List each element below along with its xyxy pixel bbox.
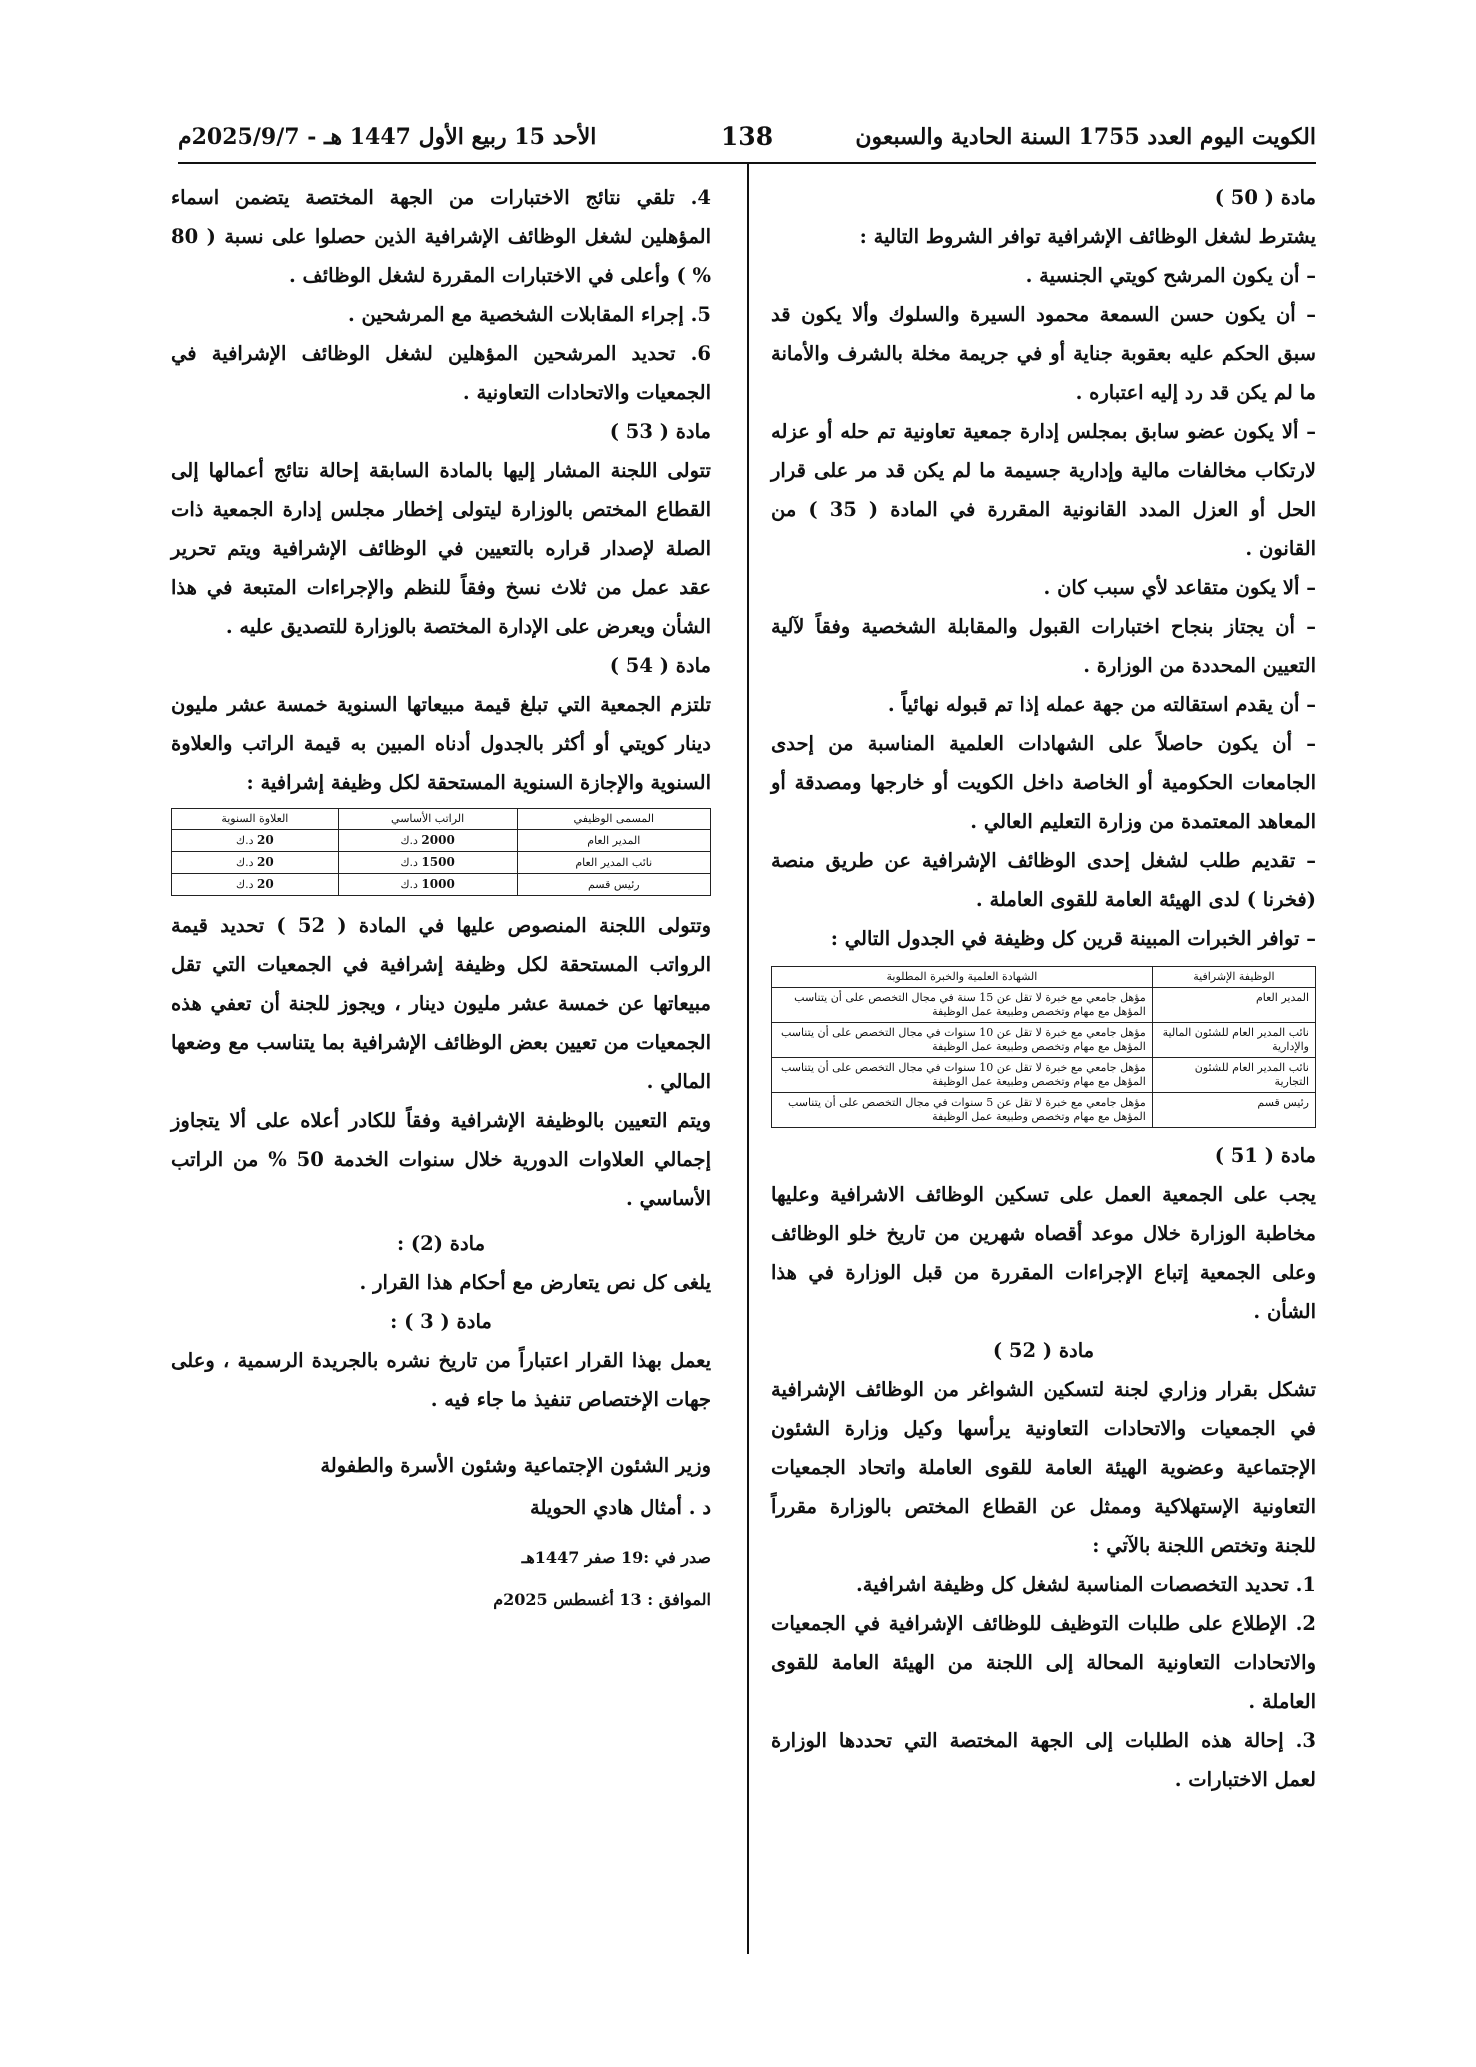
currency: د.ك <box>236 834 254 847</box>
article-50-item: – أن يكون المرشح كويتي الجنسية . <box>1025 264 1316 287</box>
corresponding-date: الموافق : 13 أغسطس 2025م <box>493 1590 711 1609</box>
table-header: المسمى الوظيفي <box>517 809 710 830</box>
column-divider <box>747 164 749 1954</box>
table-cell: رئيس قسم <box>1152 1093 1315 1128</box>
article-50-item: – أن يكون حسن السمعة محمود السيرة والسلوك وألا يكون قد سبق الحكم عليه بعقوبة جناية أو في جريمة مخلة بالشرف والأمانة ما لم يكن قد رد إليه اعتباره . <box>771 303 1316 404</box>
article-50-intro: يشترط لشغل الوظائف الإشرافية توافر الشروط التالية : <box>859 225 1316 248</box>
article-50-item: – أن يكون حاصلاً على الشهادات العلمية المناسبة من إحدى الجامعات الحكومية أو الخاصة داخل الكويت أو خارجها ومصدقة أو المعاهد المعتمدة من وزارة التعليم العالي . <box>771 732 1316 833</box>
decree-article-3-title: مادة ( 3 ) : <box>390 1310 492 1333</box>
article-50-item: – أن يجتاز بنجاح اختبارات القبول والمقابلة الشخصية وفقاً لآلية التعيين المحددة من الوزارة . <box>771 615 1316 677</box>
experience-table <box>771 966 1316 1128</box>
table-cell <box>172 874 339 896</box>
allowance-value: 20 <box>256 833 274 847</box>
table-cell: نائب المدير العام للشئون التجارية <box>1152 1058 1315 1093</box>
table-cell: المدير العام <box>517 830 710 852</box>
table-cell <box>338 830 517 852</box>
table-cell: مؤهل جامعي مع خبرة لا تقل عن 5 سنوات في مجال التخصص على أن يتناسب المؤهل مع مهام وتخصص وطبيعة عمل الوظيفة <box>772 1093 1153 1128</box>
table-header-row <box>772 967 1316 988</box>
table-header-row <box>172 809 711 830</box>
table-cell: مؤهل جامعي مع خبرة لا تقل عن 10 سنوات في مجال التخصص على أن يتناسب المؤهل مع مهام وتخصص وطبيعة عمل الوظيفة <box>772 1058 1153 1093</box>
article-52-item: 2. الإطلاع على طلبات التوظيف للوظائف الإشرافية في الجمعيات والاتحادات التعاونية المحالة إلى اللجنة من الهيئة العامة للقوى العاملة . <box>771 1612 1316 1713</box>
header-date: الأحد 15 ربيع الأول 1447 هـ - 2025/9/7م <box>178 124 597 150</box>
table-row <box>772 1023 1316 1058</box>
salary-value: 2000 <box>421 833 455 847</box>
article-51-title: مادة ( 51 ) <box>1214 1144 1316 1167</box>
article-54-title: مادة ( 54 ) <box>609 654 711 677</box>
table-row <box>172 874 711 896</box>
left-column <box>171 178 711 1621</box>
decree-article-3-text: يعمل بهذا القرار اعتباراً من تاريخ نشره بالجريدة الرسمية ، وعلى جهات الإختصاص تنفيذ ما جاء فيه . <box>171 1349 711 1411</box>
currency: د.ك <box>236 878 254 891</box>
allowance-value: 20 <box>256 877 274 891</box>
article-52-item: 4. تلقي نتائج الاختبارات من الجهة المختصة يتضمن اسماء المؤهلين لشغل الوظائف الإشرافية الذين حصلوا على نسبة ( 80 % ) وأعلى في الاختبارات المقررة لشغل الوظائف . <box>171 186 711 287</box>
salary-table <box>171 808 711 896</box>
table-cell <box>172 830 339 852</box>
table-cell: المدير العام <box>1152 988 1315 1023</box>
table-cell: مؤهل جامعي مع خبرة لا تقل عن 15 سنة في مجال التخصص على أن يتناسب المؤهل مع مهام وتخصص وطبيعة عمل الوظيفة <box>772 988 1153 1023</box>
table-cell: رئيس قسم <box>517 874 710 896</box>
article-54-text-2: وتتولى اللجنة المنصوص عليها في المادة ( 52 ) تحديد قيمة الرواتب المستحقة لكل وظيفة إشرافية في الجمعيات التي تقل مبيعاتها عن خمسة عشر مليون دينار ، ويجوز للجنة أن تعفي هذه الجمعيات من تعيين بعض الوظائف الإشرافية بما يتناسب مع وضعها المالي . <box>171 914 712 1093</box>
table-row <box>772 988 1316 1023</box>
currency: د.ك <box>236 856 254 869</box>
table-header: العلاوة السنوية <box>172 809 339 830</box>
table-row <box>772 1058 1316 1093</box>
signature-block <box>171 1445 711 1621</box>
table-header: الشهادة العلمية والخبرة المطلوبة <box>772 967 1153 988</box>
page-header <box>178 118 1316 162</box>
right-column <box>771 178 1316 1799</box>
article-50-item: – ألا يكون عضو سابق بمجلس إدارة جمعية تعاونية تم حله أو عزله لارتكاب مخالفات مالية وإدارية جسيمة ما لم يكن قد مر على قرار الحل أو العزل المدد القانونية المقررة في المادة ( 35 ) من القانون . <box>771 420 1316 560</box>
table-row <box>772 1093 1316 1128</box>
article-50-item: – أن يقدم استقالته من جهة عمله إذا تم قبوله نهائياً . <box>887 693 1316 716</box>
article-52-text: تشكل بقرار وزاري لجنة لتسكين الشواغر من الوظائف الإشرافية في الجمعيات والاتحادات التعاونية يرأسها وكيل وزارة الشئون الإجتماعية وعضوية الهيئة العامة للقوى العاملة واتحاد الجمعيات التعاونية الإستهلاكية وممثل عن القطاع المختص بالوزارة مقرراً للجنة وتختص اللجنة بالآتي : <box>771 1378 1316 1557</box>
article-52-title: مادة ( 52 ) <box>992 1339 1095 1362</box>
article-50-item: – توافر الخبرات المبينة قرين كل وظيفة في الجدول التالي : <box>830 927 1316 950</box>
article-52-item: 3. إحالة هذه الطلبات إلى الجهة المختصة التي تحددها الوزارة لعمل الاختبارات . <box>771 1729 1316 1791</box>
page-number: 138 <box>720 122 774 151</box>
table-cell <box>338 852 517 874</box>
salary-value: 1000 <box>421 877 455 891</box>
table-cell <box>172 852 339 874</box>
header-gazette-info: الكويت اليوم العدد 1755 السنة الحادية والسبعون <box>855 124 1316 150</box>
table-cell: نائب المدير العام <box>517 852 710 874</box>
table-header: الوظيفة الإشرافية <box>1152 967 1315 988</box>
article-53-title: مادة ( 53 ) <box>609 420 711 443</box>
article-52-item: 5. إجراء المقابلات الشخصية مع المرشحين . <box>347 303 711 326</box>
table-header: الراتب الأساسي <box>338 809 517 830</box>
article-52-item: 1. تحديد التخصصات المناسبة لشغل كل وظيفة اشرافية. <box>856 1573 1316 1596</box>
article-50-title: مادة ( 50 ) <box>1214 186 1316 209</box>
currency: د.ك <box>400 856 418 869</box>
article-50-item: – ألا يكون متقاعد لأي سبب كان . <box>1043 576 1316 599</box>
minister-name: د . أمثال هادي الحويلة <box>529 1496 711 1519</box>
article-54-text-3: ويتم التعيين بالوظيفة الإشرافية وفقاً للكادر أعلاه على ألا يتجاوز إجمالي العلاوات الدورية خلال سنوات الخدمة 50 % من الراتب الأساسي . <box>171 1109 711 1210</box>
article-51-text: يجب على الجمعية العمل على تسكين الوظائف الاشرافية وعليها مخاطبة الوزارة خلال موعد أقصاه شهرين من تاريخ خلو الوظائف وعلى الجمعية إتباع الإجراءات المقررة من قبل الوزارة في هذا الشأن . <box>771 1183 1316 1323</box>
article-53-text: تتولى اللجنة المشار إليها بالمادة السابقة إحالة نتائج أعمالها إلى القطاع المختص بالوزارة ليتولى إخطار مجلس إدارة الجمعية ذات الصلة لإصدار قراره بالتعيين في الوظائف الإشرافية ويتم تحرير عقد عمل من ثلاث نسخ وفقاً للنظم والإجراءات المتبعة في هذا الشأن ويعرض على الإدارة المختصة بالوزارة للتصديق عليه . <box>171 459 711 638</box>
article-52-item: 6. تحديد المرشحين المؤهلين لشغل الوظائف الإشرافية في الجمعيات والاتحادات التعاونية . <box>171 342 711 404</box>
minister-title: وزير الشئون الإجتماعية وشئون الأسرة والطفولة <box>320 1454 711 1477</box>
currency: د.ك <box>400 834 418 847</box>
currency: د.ك <box>400 878 418 891</box>
salary-value: 1500 <box>421 855 455 869</box>
table-row <box>172 852 711 874</box>
table-cell: نائب المدير العام للشئون المالية والإدارية <box>1152 1023 1315 1058</box>
article-54-text: تلتزم الجمعية التي تبلغ قيمة مبيعاتها السنوية خمسة عشر مليون دينار كويتي أو أكثر بالجدول أدناه المبين به قيمة الراتب والعلاوة السنوية والإجازة السنوية المستحقة لكل وظيفة إشرافية : <box>171 693 711 794</box>
table-row <box>172 830 711 852</box>
article-50-item: – تقديم طلب لشغل إحدى الوظائف الإشرافية عن طريق منصة (فخرنا ) لدى الهيئة العامة للقوى العاملة . <box>771 849 1316 911</box>
table-cell: مؤهل جامعي مع خبرة لا تقل عن 10 سنوات في مجال التخصص على أن يتناسب المؤهل مع مهام وتخصص وطبيعة عمل الوظيفة <box>772 1023 1153 1058</box>
issue-date: صدر في :19 صفر 1447هـ <box>521 1548 711 1567</box>
table-cell <box>338 874 517 896</box>
decree-article-2-title: مادة (2) : <box>396 1232 486 1255</box>
decree-article-2-text: يلغى كل نص يتعارض مع أحكام هذا القرار . <box>359 1271 711 1294</box>
allowance-value: 20 <box>256 855 274 869</box>
